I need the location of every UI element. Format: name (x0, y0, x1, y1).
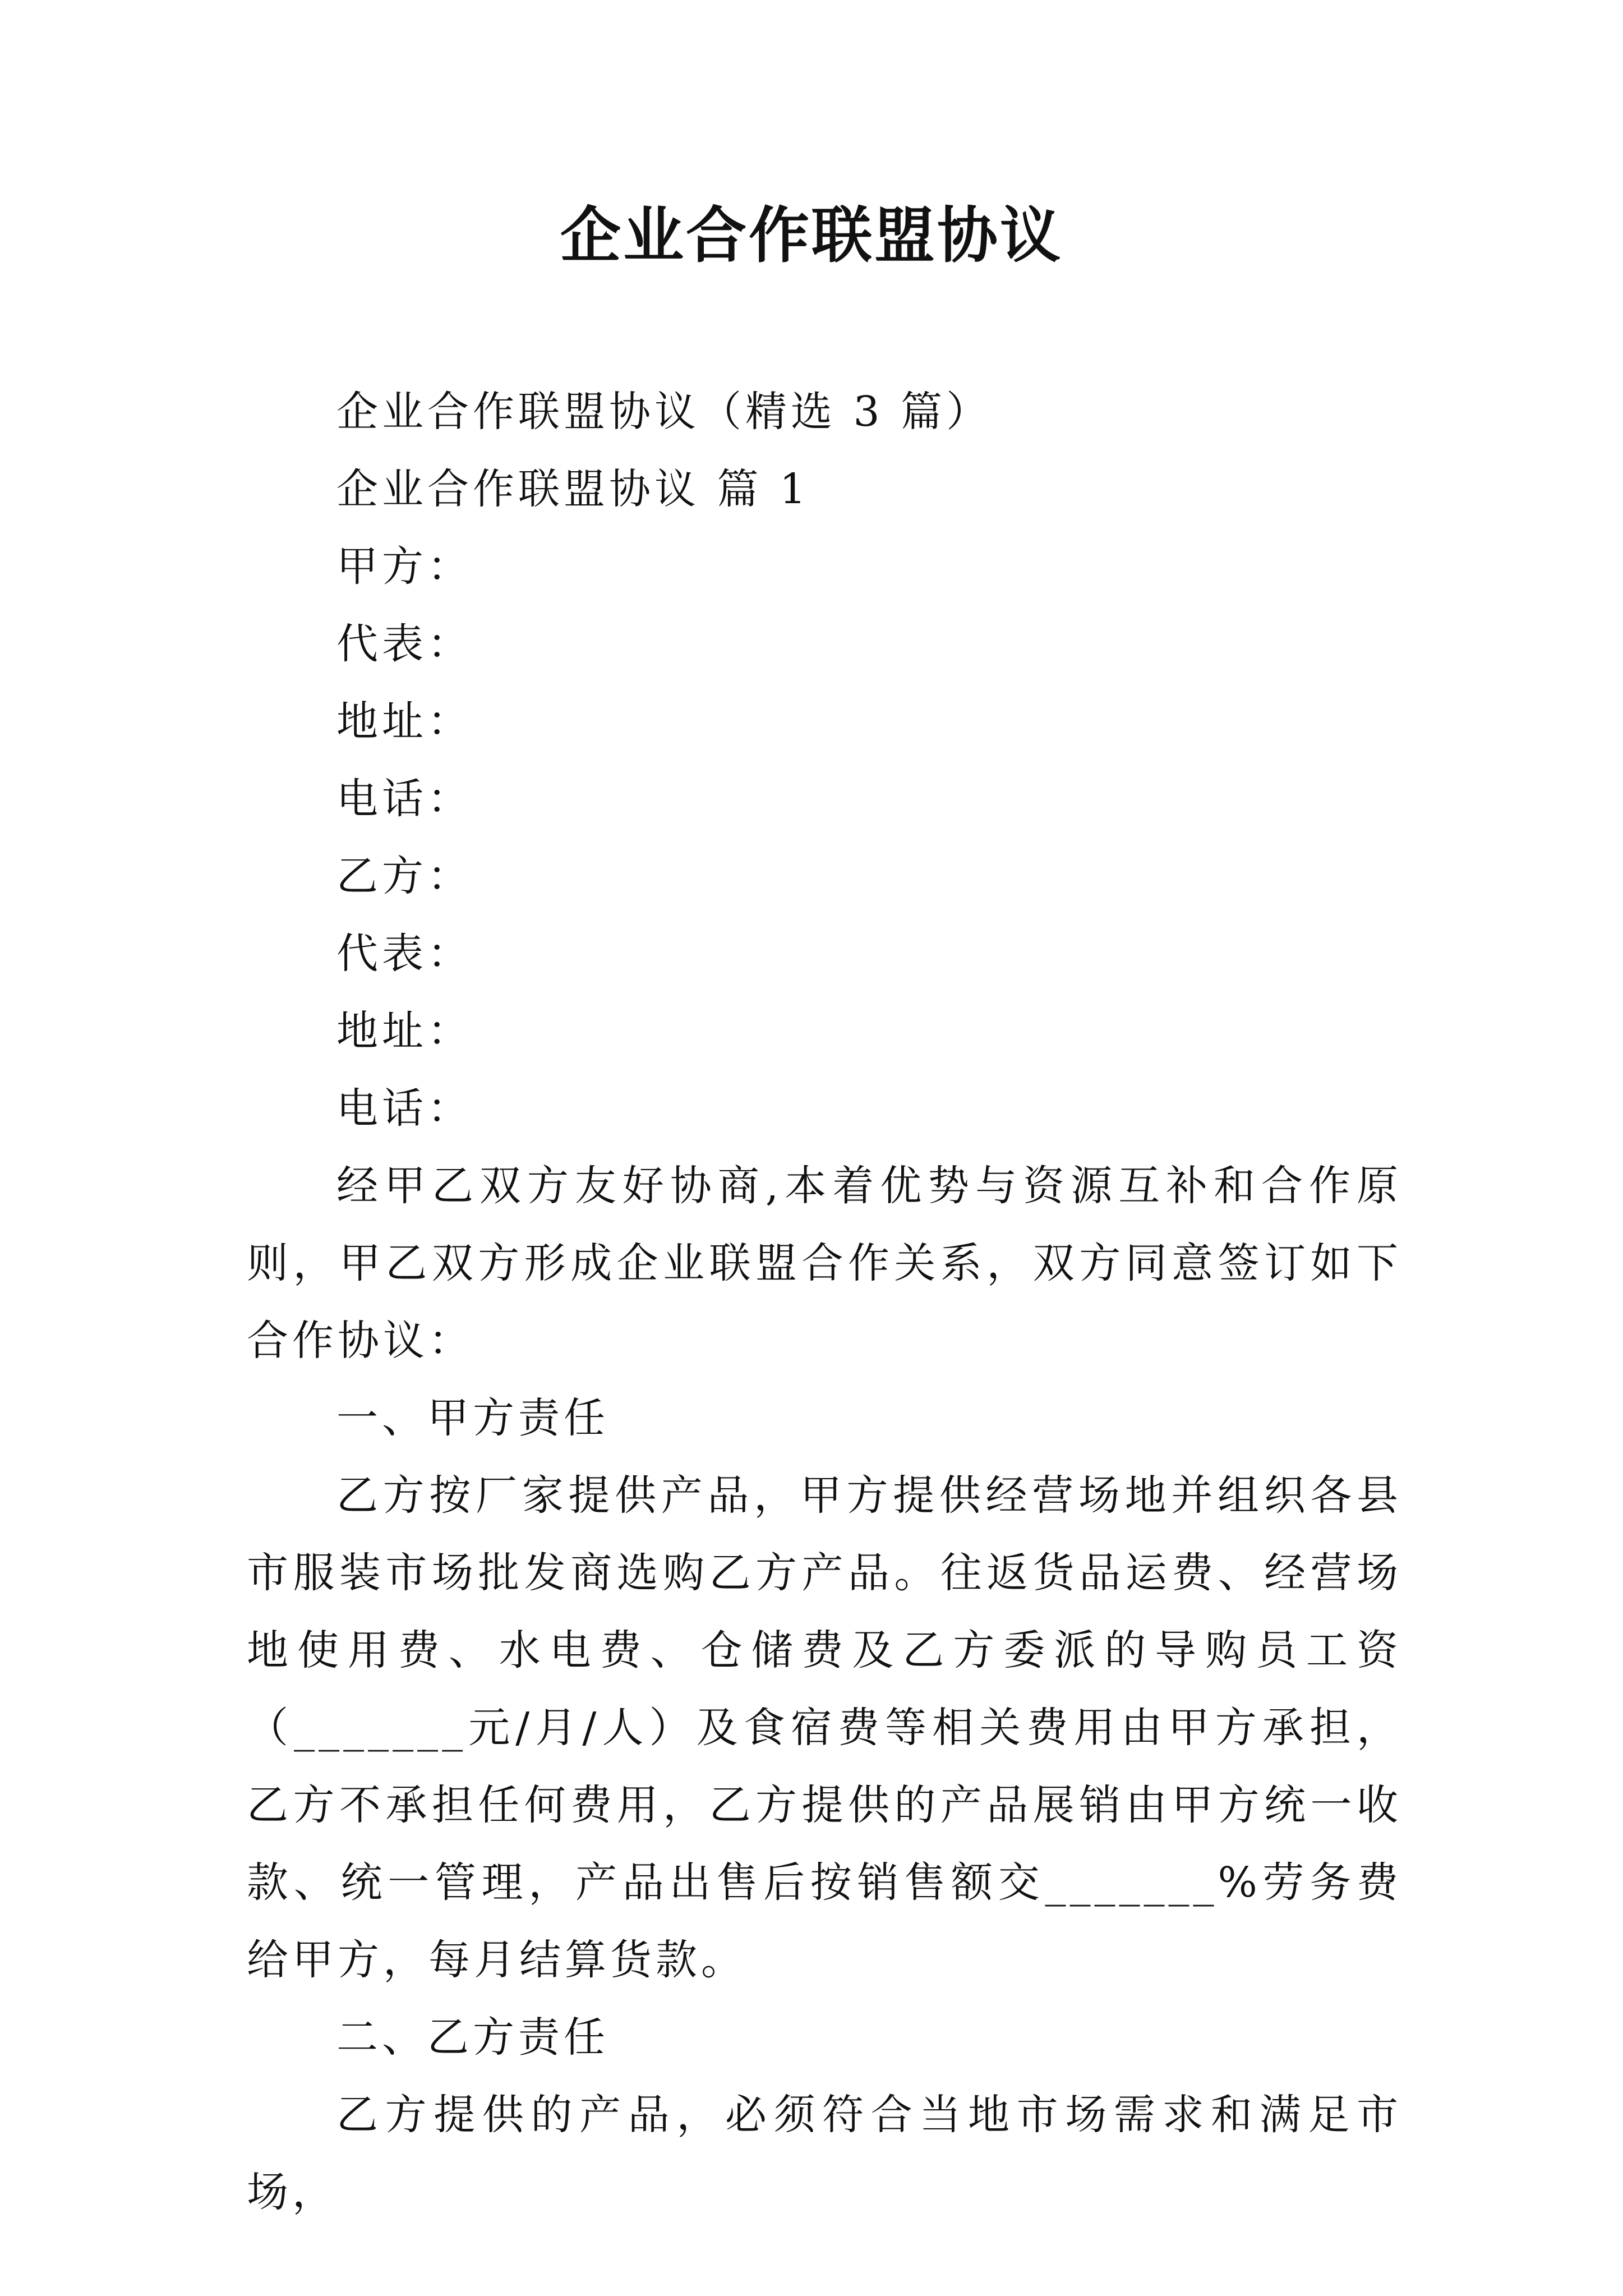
clause-1-text: 乙方按厂家提供产品，甲方提供经营场地并组织各县市服装市场批发商选购乙方产品。往返货品运费、经营场地使用费、水电费、仓储费及乙方委派的导购员工资（_______元/月/人）及食宿费等相关费用由甲方承担，乙方不承担任何费用，乙方提供的产品展销由甲方统一收款、统一管理，产品出售后按销售额交_______%劳务费给甲方，每月结算货款。 (247, 1471, 1402, 1984)
clause-2-text: 乙方提供的产品，必须符合当地市场需求和满足市场， (247, 2091, 1402, 2216)
intro-paragraph: 经甲乙双方友好协商,本着优势与资源互补和合作原则，甲乙双方形成企业联盟合作关系，双方同意签订如下合作协议： (247, 1162, 1402, 1365)
party-a-rep-label: 代表： (336, 620, 473, 668)
party-a-name-label: 甲方： (336, 542, 473, 591)
party-a-phone-label: 电话： (336, 775, 473, 823)
document-body (247, 373, 1402, 2231)
party-b-address-label: 地址： (336, 1007, 473, 1055)
party-b-name-label: 乙方： (336, 852, 473, 900)
party-a-address-label: 地址： (336, 697, 473, 746)
party-b-rep-label: 代表： (336, 930, 473, 978)
clause-1-heading: 一、甲方责任 (336, 1394, 609, 1442)
clause-2-heading: 二、乙方责任 (336, 2013, 609, 2062)
section-heading: 企业合作联盟协议 篇 1 (336, 465, 810, 513)
party-b-phone-label: 电话： (336, 1084, 473, 1133)
document-title: 企业合作联盟协议 (560, 200, 1063, 271)
document-subtitle: 企业合作联盟协议（精选 3 篇） (336, 388, 992, 436)
